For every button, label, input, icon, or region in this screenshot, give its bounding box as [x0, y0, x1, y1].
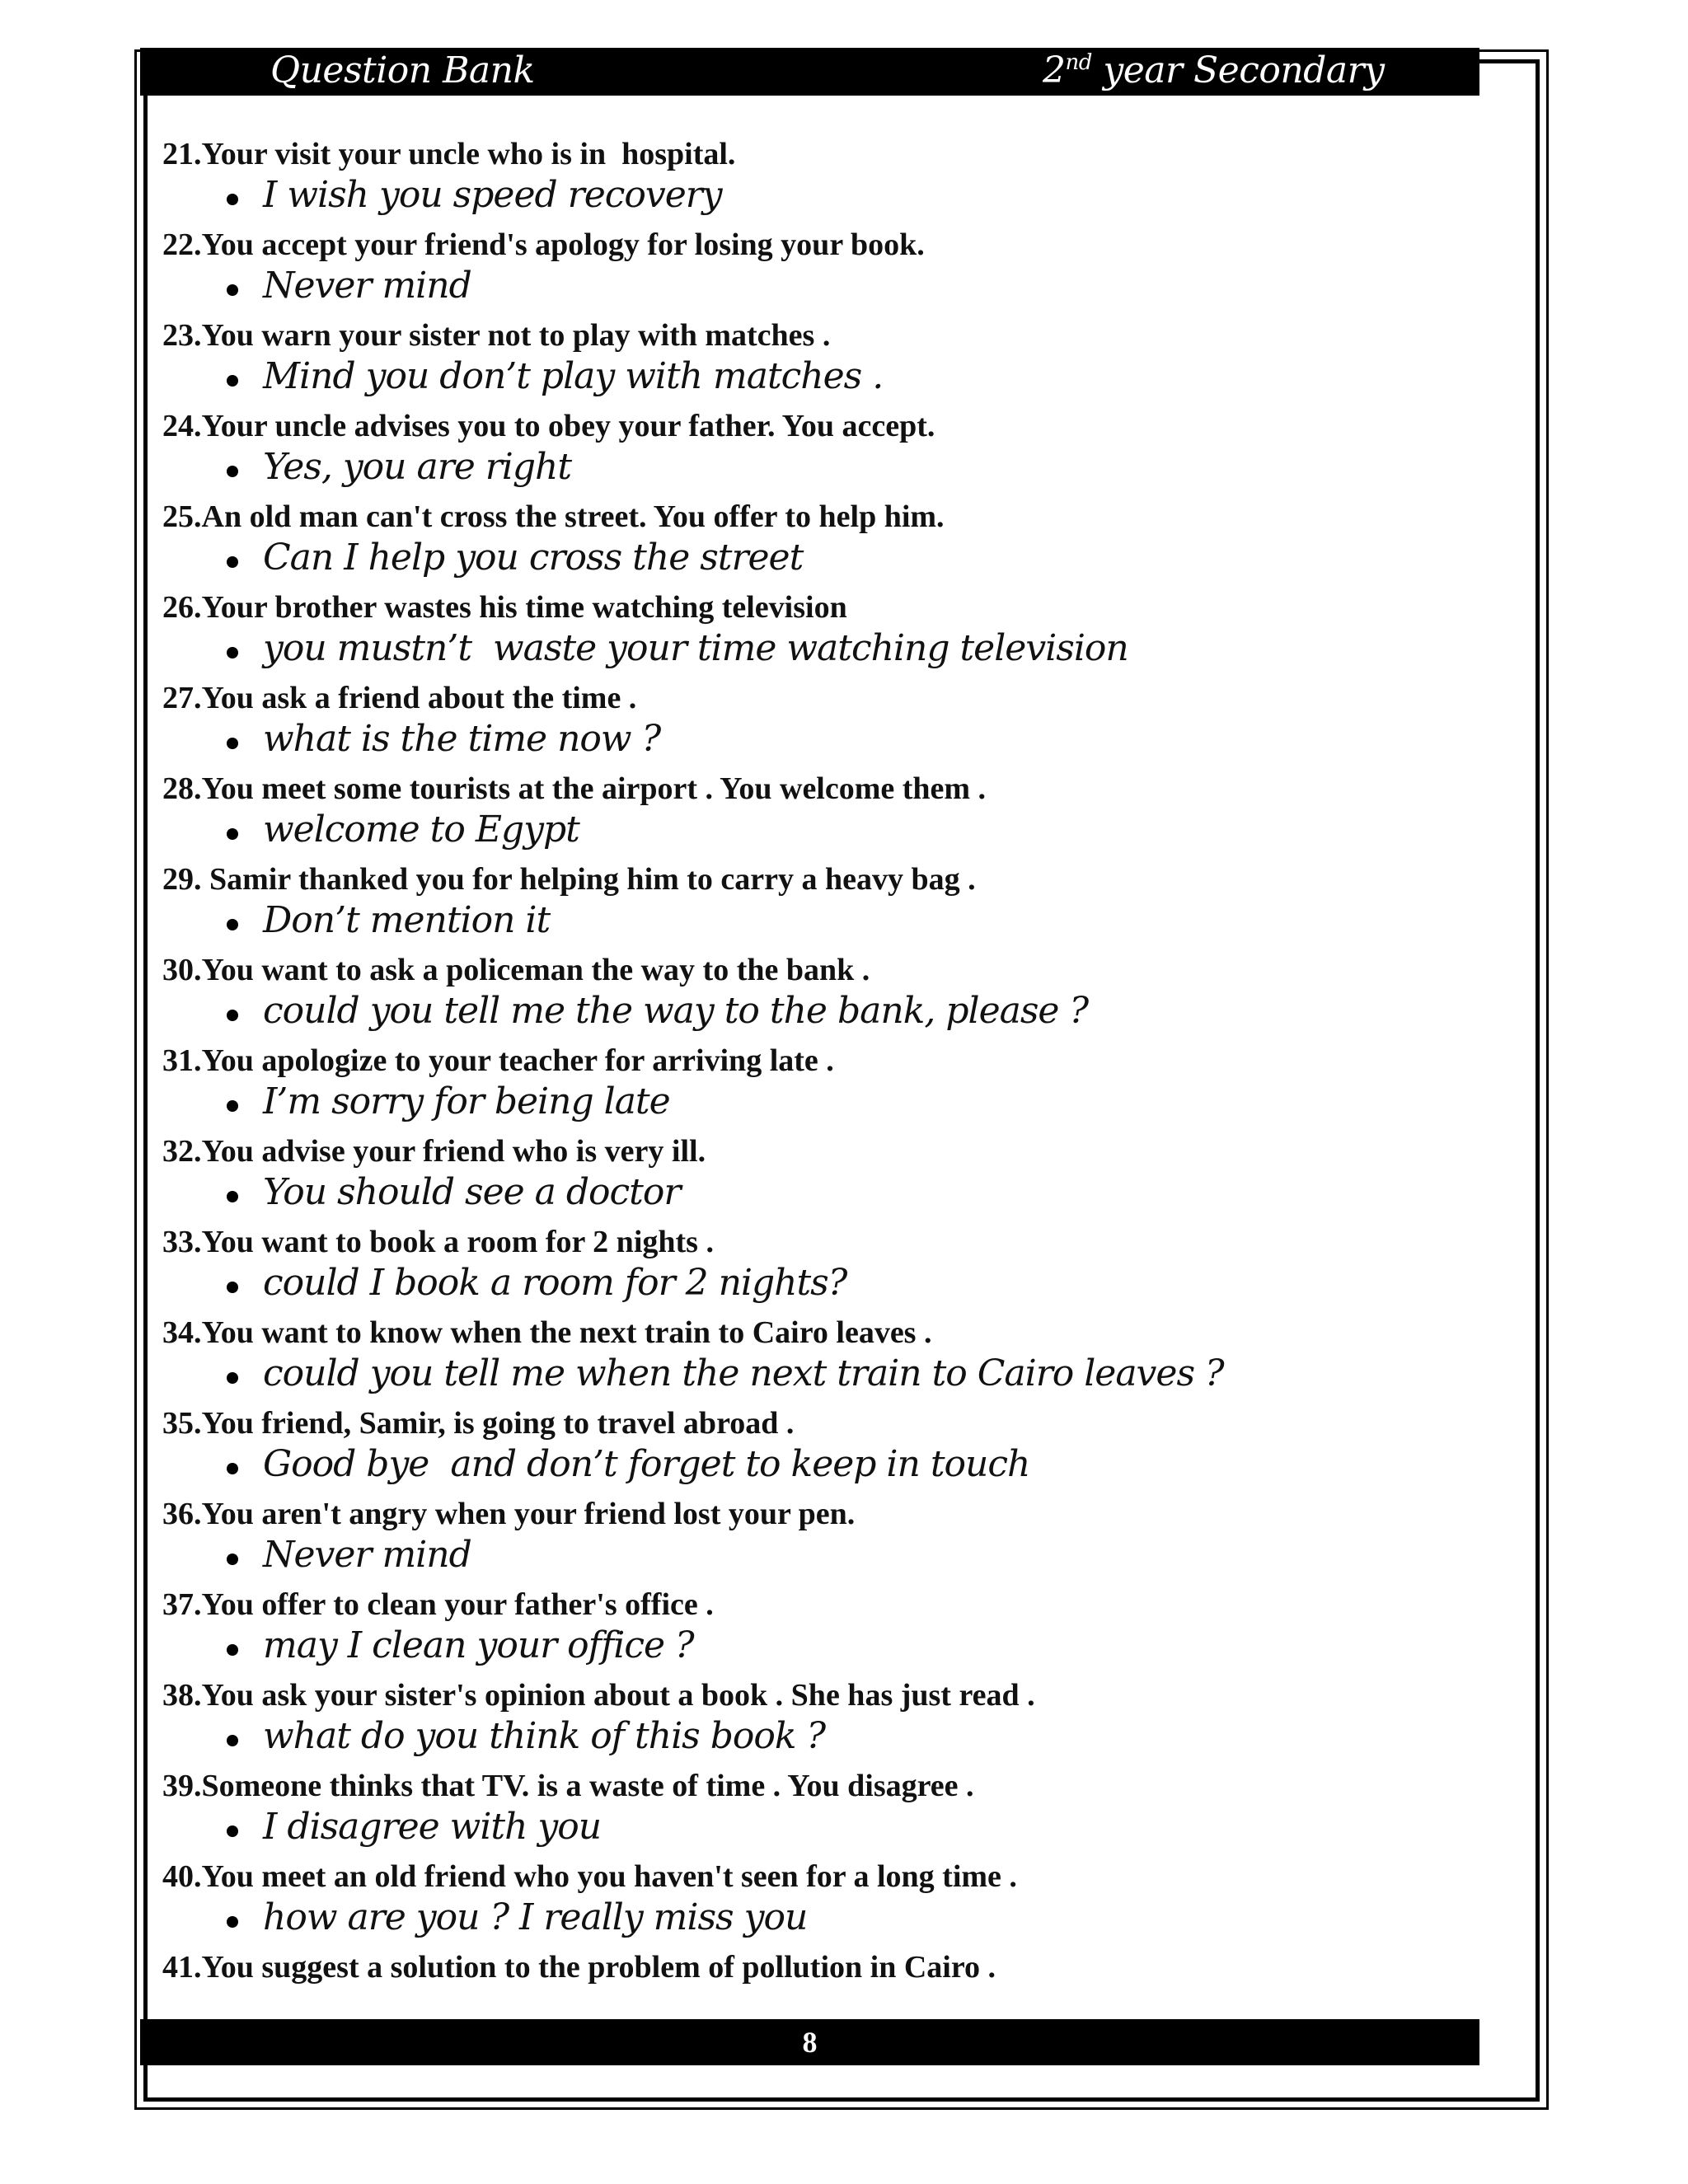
question-text: 22.You accept your friend's apology for losing your book.	[162, 227, 925, 262]
answer-text: I wish you speed recovery	[263, 174, 722, 216]
question-text: 41.You suggest a solution to the problem of pollution in Cairo .	[162, 1950, 996, 1985]
answer-text: Never mind	[263, 265, 471, 307]
question-text: 28.You meet some tourists at the airport . You welcome them .	[162, 771, 987, 806]
question-item	[162, 1496, 1465, 1586]
bullet-icon	[227, 466, 238, 477]
question-text: 27.You ask a friend about the time .	[162, 681, 637, 715]
question-item	[162, 227, 1465, 317]
question-item	[162, 861, 1465, 952]
bullet-icon	[227, 1282, 238, 1293]
answer-text: what is the time now ?	[263, 718, 661, 760]
question-text: 40.You meet an old friend who you haven't seen for a long time .	[162, 1859, 1017, 1894]
question-item	[162, 1586, 1465, 1677]
answer-text: I disagree with you	[263, 1806, 602, 1848]
question-item	[162, 1858, 1465, 1949]
answer-text: Yes, you are right	[263, 446, 572, 488]
header-title: Question Bank	[270, 49, 535, 91]
bullet-icon	[227, 1554, 238, 1565]
answer-text: could you tell me when the next train to Cairo leaves ?	[263, 1352, 1224, 1394]
question-item	[162, 771, 1465, 861]
question-item	[162, 1315, 1465, 1405]
question-text: 24.Your uncle advises you to obey your father. You accept.	[162, 409, 935, 443]
question-text: 29. Samir thanked you for helping him to carry a heavy bag .	[162, 862, 976, 897]
bullet-icon	[227, 1735, 238, 1746]
question-text: 34.You want to know when the next train to Cairo leaves .	[162, 1315, 932, 1350]
answer-text: how are you ? I really miss you	[263, 1896, 808, 1938]
question-text: 33.You want to book a room for 2 nights .	[162, 1225, 714, 1259]
question-item	[162, 1224, 1465, 1315]
question-text: 38.You ask your sister's opinion about a book . She has just read .	[162, 1678, 1035, 1713]
question-item	[162, 1043, 1465, 1133]
answer-text: Never mind	[263, 1534, 471, 1576]
question-item	[162, 680, 1465, 771]
question-text: 31.You apologize to your teacher for arriving late .	[162, 1043, 834, 1078]
question-item	[162, 408, 1465, 499]
answer-text: could I book a room for 2 nights?	[263, 1262, 847, 1304]
bullet-icon	[227, 1372, 238, 1384]
answer-text: what do you think of this book ?	[263, 1715, 826, 1757]
header-grade: 2nd year Secondary	[1043, 49, 1385, 91]
answer-text: Can I help you cross the street	[263, 537, 804, 579]
question-text: 25.An old man can't cross the street. You offer to help him.	[162, 499, 945, 534]
bullet-icon	[227, 556, 238, 568]
question-item	[162, 1405, 1465, 1496]
bullet-icon	[227, 1644, 238, 1656]
bullet-icon	[227, 194, 238, 205]
header-bar	[140, 48, 1479, 96]
answer-text: could you tell me the way to the bank, please ?	[263, 990, 1089, 1032]
question-item	[162, 499, 1465, 589]
question-item	[162, 1768, 1465, 1858]
answer-text: you mustn’t waste your time watching television	[263, 627, 1128, 669]
bullet-icon	[227, 828, 238, 840]
footer-bar	[140, 2019, 1479, 2065]
question-item	[162, 589, 1465, 680]
question-item	[162, 317, 1465, 408]
question-text: 32.You advise your friend who is very ill.	[162, 1134, 706, 1169]
bullet-icon	[227, 1463, 238, 1474]
question-list	[162, 136, 1465, 2040]
question-text: 35.You friend, Samir, is going to travel abroad .	[162, 1406, 795, 1441]
bullet-icon	[227, 284, 238, 296]
question-text: 23.You warn your sister not to play with matches .	[162, 318, 831, 353]
question-text: 30.You want to ask a policeman the way to the bank .	[162, 953, 870, 987]
bullet-icon	[227, 1100, 238, 1112]
bullet-icon	[227, 375, 238, 387]
bullet-icon	[227, 647, 238, 658]
question-text: 37.You offer to clean your father's office .	[162, 1587, 714, 1622]
question-text: 26.Your brother wastes his time watching television	[162, 590, 847, 625]
page-number: 8	[802, 2026, 818, 2059]
answer-text: welcome to Egypt	[263, 808, 579, 851]
answer-text: Mind you don’t play with matches .	[263, 355, 884, 397]
question-text: 36.You aren't angry when your friend lost your pen.	[162, 1497, 856, 1531]
bullet-icon	[227, 1191, 238, 1202]
question-text: 21.Your visit your uncle who is in hospital.	[162, 137, 736, 171]
question-item	[162, 952, 1465, 1043]
bullet-icon	[227, 738, 238, 749]
bullet-icon	[227, 1825, 238, 1837]
answer-text: Don’t mention it	[263, 899, 551, 941]
bullet-icon	[227, 919, 238, 930]
answer-text: I’m sorry for being late	[263, 1080, 670, 1122]
question-item	[162, 1133, 1465, 1224]
question-item	[162, 1677, 1465, 1768]
answer-text: may I clean your office ?	[263, 1624, 694, 1666]
question-item	[162, 136, 1465, 227]
question-text: 39.Someone thinks that TV. is a waste of time . You disagree .	[162, 1769, 974, 1803]
bullet-icon	[227, 1916, 238, 1928]
answer-text: Good bye and don’t forget to keep in touch	[263, 1443, 1030, 1485]
answer-text: You should see a doctor	[263, 1171, 681, 1213]
bullet-icon	[227, 1010, 238, 1021]
